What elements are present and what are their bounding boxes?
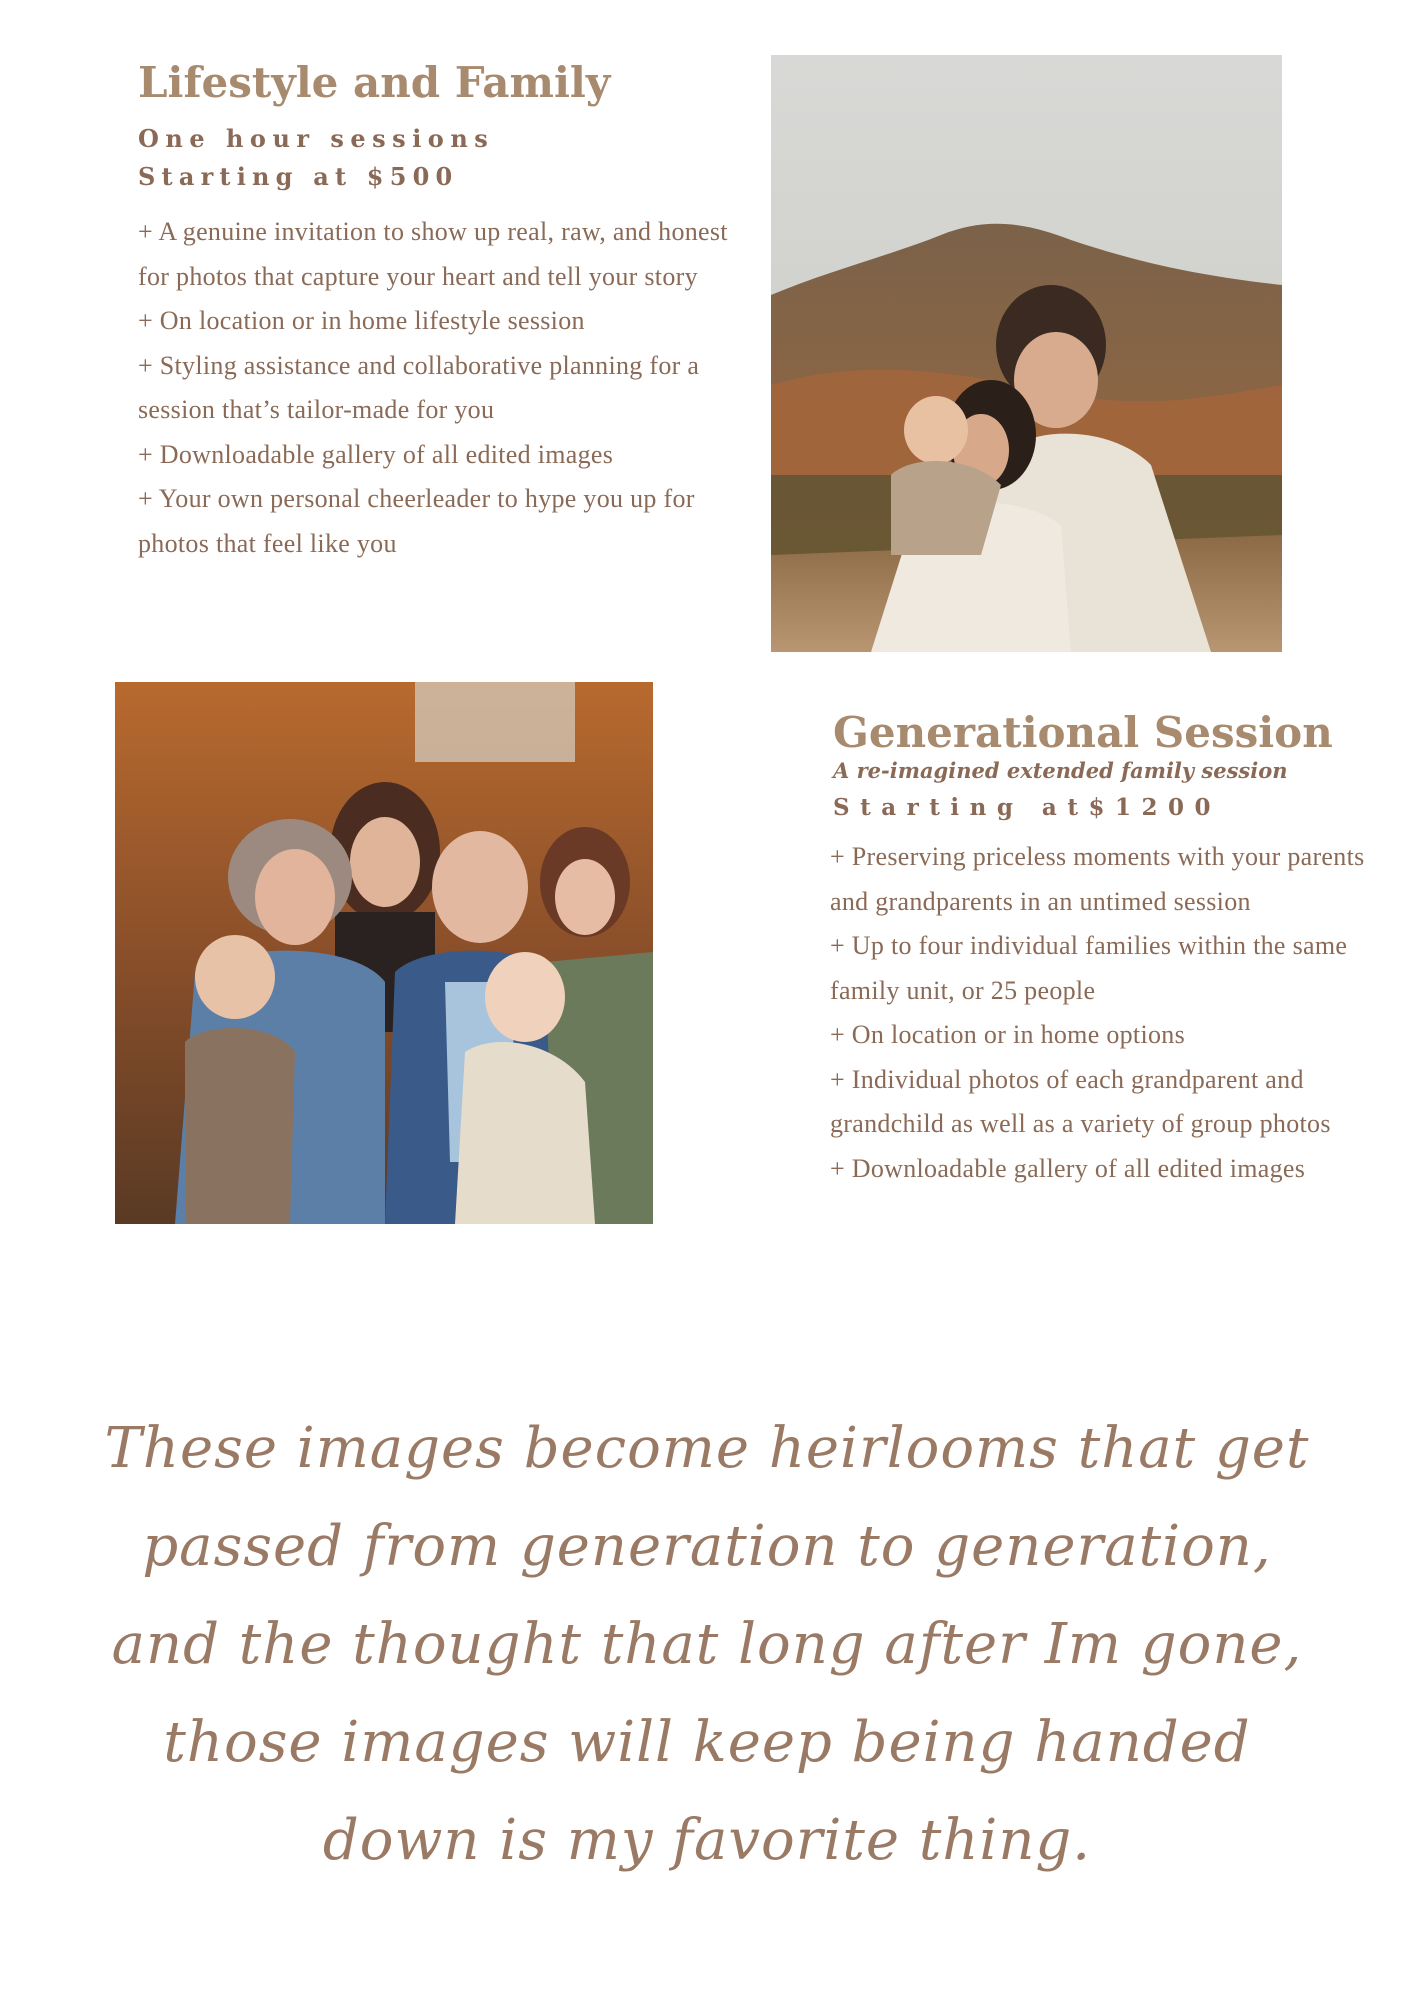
generational-feature: + Downloadable gallery of all edited images [830,1153,1306,1183]
lifestyle-feature: + A genuine invitation to show up real, raw, and honest for photos that capture your heart and tell your story [138,217,728,291]
group-photo-illustration [115,682,653,1224]
lifestyle-price: Starting at $500 [138,162,459,191]
generational-price: Starting at$1200 [833,794,1221,821]
generational-subtitle: A re-imagined extended family session [833,758,1288,783]
lifestyle-duration: One hour sessions [138,124,495,153]
group-photo [115,682,653,1224]
lifestyle-feature: + On location or in home lifestyle session [138,306,585,335]
lifestyle-title: Lifestyle and Family [138,58,611,107]
family-photo [771,55,1282,652]
generational-title: Generational Session [833,708,1333,757]
generational-feature-list [830,835,1390,1191]
lifestyle-feature: + Downloadable gallery of all edited images [138,439,614,469]
lifestyle-feature: + Styling assistance and collaborative planning for a session that’s tailor-made for you [138,350,700,424]
closing-quote: These images become heirlooms that get passed from generation to generation, and the thought that long after Im gone, those images will keep being handed down is my favorite thing. [104,1416,1310,1873]
generational-feature: + On location or in home options [830,1020,1186,1049]
generational-feature: + Preserving priceless moments with your parents and grandparents in an untimed session [830,842,1365,916]
lifestyle-feature: + Your own personal cheerleader to hype you up for photos that feel like you [138,484,695,558]
generational-feature: + Up to four individual families within the same family unit, or 25 people [830,931,1348,1005]
family-photo-illustration [771,55,1282,652]
generational-feature: + Individual photos of each grandparent and grandchild as well as a variety of group photos [830,1064,1331,1138]
lifestyle-feature-list [138,210,728,566]
